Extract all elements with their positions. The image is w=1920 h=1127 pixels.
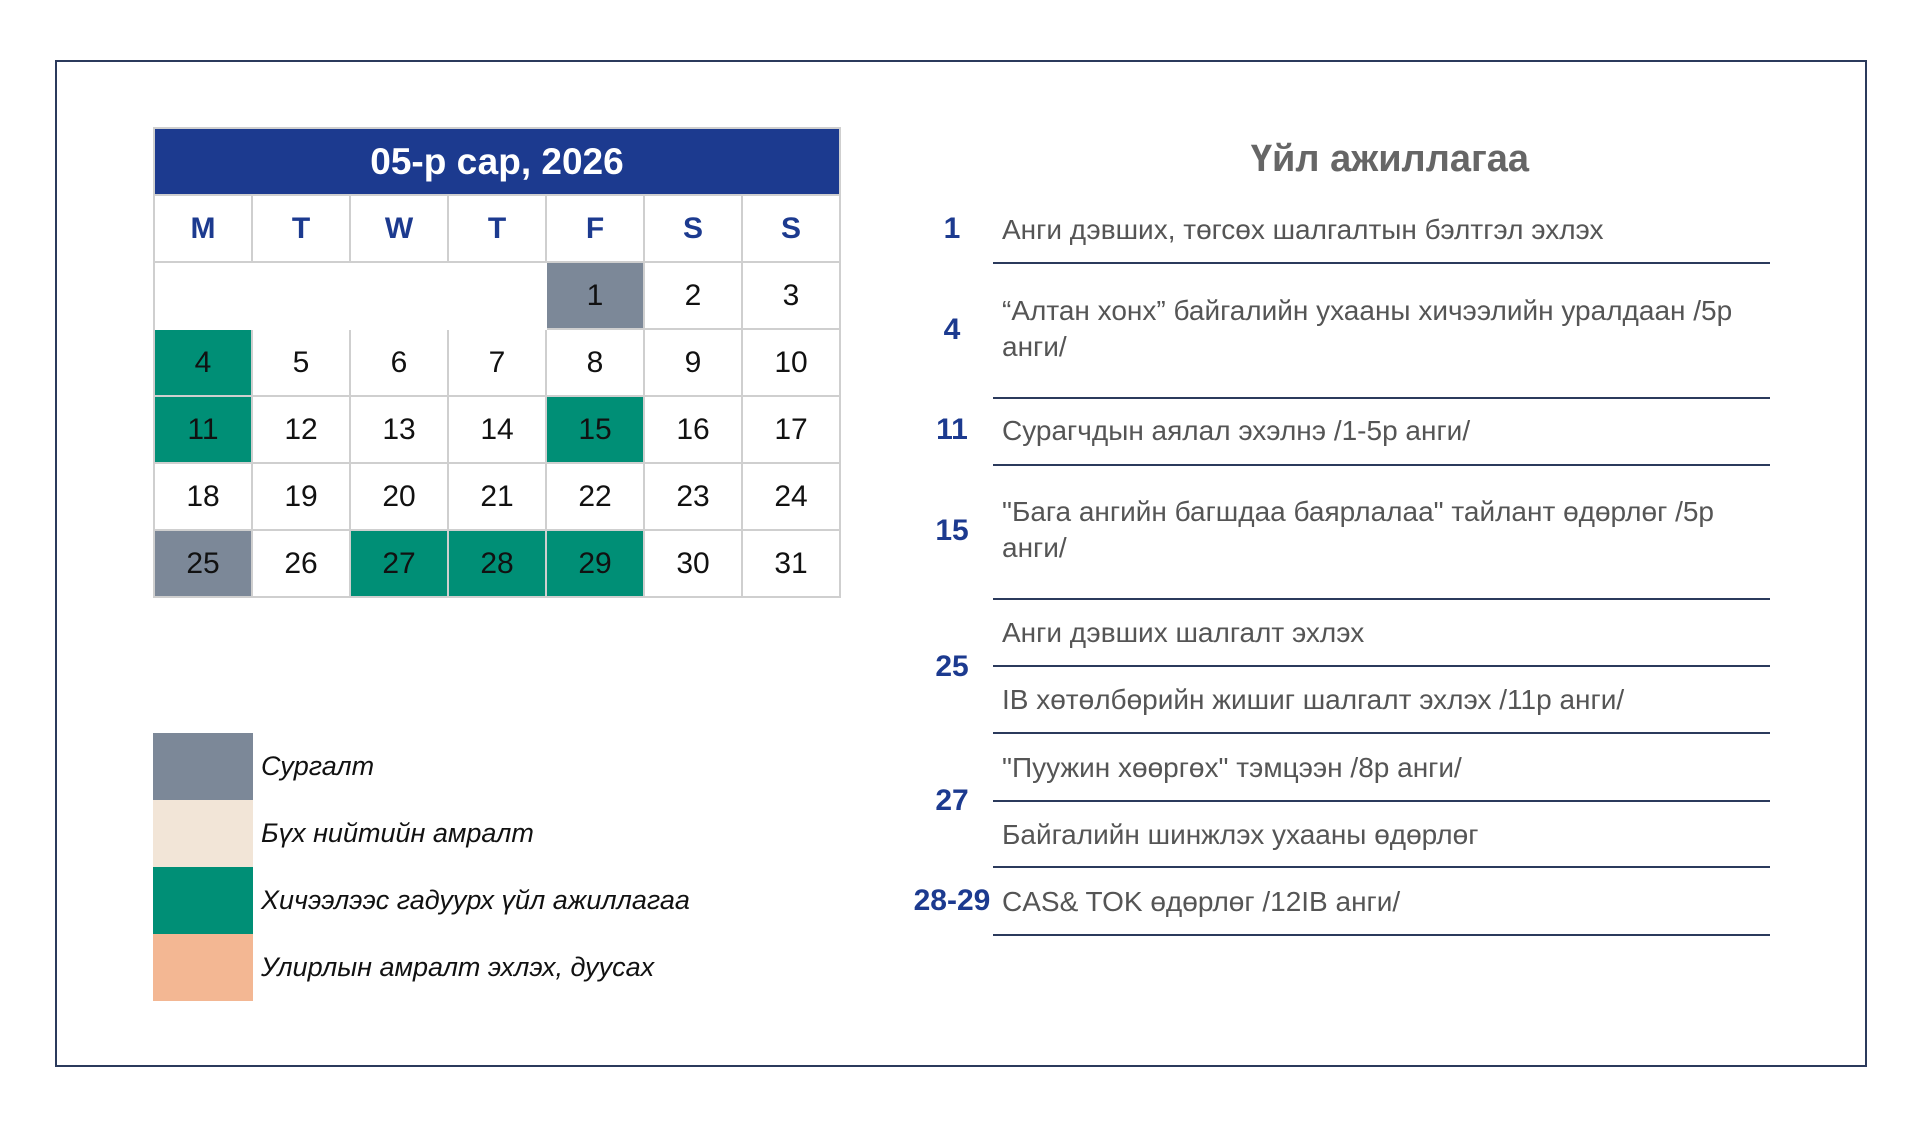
activity-divider (993, 262, 1770, 264)
activity-date: 4 (943, 313, 961, 346)
calendar-day-24: 24 (743, 464, 841, 531)
calendar-day-3: 3 (743, 263, 841, 330)
calendar-day-7: 7 (449, 330, 547, 397)
calendar-day-10: 10 (743, 330, 841, 397)
calendar-day-27: 27 (351, 531, 449, 598)
calendar-day-22: 22 (547, 464, 645, 531)
calendar-day-30: 30 (645, 531, 743, 598)
activity-description: Анги дэвших, төгсөх шалгалтын бэлтгэл эхлэх (1002, 214, 1604, 245)
calendar-day-28: 28 (449, 531, 547, 598)
calendar-day-26: 26 (253, 531, 351, 598)
legend-item (153, 800, 690, 867)
weekday-header: W (351, 196, 449, 263)
activity-date: 25 (935, 650, 969, 683)
calendar-empty-cell (449, 263, 547, 330)
calendar-grid (153, 194, 841, 598)
legend-swatch (153, 800, 253, 867)
weekday-header: T (449, 196, 547, 263)
calendar-day-13: 13 (351, 397, 449, 464)
calendar-day-25: 25 (155, 531, 253, 598)
calendar-empty-cell (253, 263, 351, 330)
calendar-day-17: 17 (743, 397, 841, 464)
activities-title: Үйл ажиллагаа (1250, 138, 1530, 180)
activity-divider (993, 800, 1770, 802)
activity-divider (993, 464, 1770, 466)
legend-label: Хичээлээс гадуурх үйл ажиллагаа (261, 885, 690, 915)
activity-description: CAS& TOK өдөрлөг /12IB анги/ (1002, 886, 1401, 917)
activity-date: 1 (943, 212, 961, 245)
calendar-day-1: 1 (547, 263, 645, 330)
activity-description: IB хөтөлбөрийн жишиг шалгалт эхлэх /11р анги/ (1002, 684, 1625, 715)
activity-divider (993, 934, 1770, 936)
activity-description: Байгалийн шинжлэх ухааны өдөрлөг (1002, 819, 1479, 850)
weekday-header: F (547, 196, 645, 263)
activity-date: 11 (936, 413, 968, 446)
calendar-day-20: 20 (351, 464, 449, 531)
activity-date: 28-29 (913, 884, 991, 917)
activity-date: 15 (935, 514, 969, 547)
legend-label: Сургалт (261, 751, 375, 781)
calendar-day-16: 16 (645, 397, 743, 464)
activity-description: "Пуужин хөөргөх" тэмцээн /8р анги/ (1002, 752, 1462, 783)
legend-swatch (153, 934, 253, 1001)
legend-item (153, 867, 690, 934)
calendar-day-5: 5 (253, 330, 351, 397)
calendar-day-19: 19 (253, 464, 351, 531)
calendar-day-11: 11 (155, 397, 253, 464)
activity-description: Анги дэвших шалгалт эхлэх (1002, 617, 1365, 648)
month-calendar (153, 127, 841, 598)
activity-divider (993, 732, 1770, 734)
weekday-header: S (743, 196, 841, 263)
legend-item (153, 733, 690, 800)
color-legend (153, 733, 690, 1001)
legend-item (153, 934, 690, 1001)
activity-description: Сурагчдын аялал эхэлнэ /1-5р анги/ (1002, 415, 1471, 446)
activity-divider (993, 598, 1770, 600)
activity-date: 27 (935, 784, 969, 817)
calendar-day-15: 15 (547, 397, 645, 464)
weekday-header: T (253, 196, 351, 263)
calendar-empty-cell (351, 263, 449, 330)
weekday-header: S (645, 196, 743, 263)
calendar-empty-cell (155, 263, 253, 330)
calendar-day-4: 4 (155, 330, 253, 397)
calendar-day-9: 9 (645, 330, 743, 397)
calendar-day-14: 14 (449, 397, 547, 464)
legend-swatch (153, 733, 253, 800)
calendar-day-31: 31 (743, 531, 841, 598)
calendar-day-8: 8 (547, 330, 645, 397)
calendar-day-6: 6 (351, 330, 449, 397)
weekday-header: M (155, 196, 253, 263)
calendar-day-18: 18 (155, 464, 253, 531)
activity-description: “Алтан хонх” байгалийн ухааны хичээлийн уралдаан /5р анги/ (1002, 295, 1733, 362)
legend-swatch (153, 867, 253, 934)
calendar-day-23: 23 (645, 464, 743, 531)
calendar-title: 05-р сар, 2026 (153, 127, 841, 194)
calendar-day-29: 29 (547, 531, 645, 598)
legend-label: Бүх нийтийн амралт (261, 818, 534, 848)
calendar-day-21: 21 (449, 464, 547, 531)
activity-divider (993, 866, 1770, 868)
activity-description: "Бага ангийн багшдаа баярлалаа" тайлант өдөрлөг /5р анги/ (1002, 496, 1714, 563)
calendar-day-12: 12 (253, 397, 351, 464)
calendar-day-2: 2 (645, 263, 743, 330)
legend-label: Улирлын амралт эхлэх, дуусах (261, 952, 655, 982)
activity-divider (993, 397, 1770, 399)
activity-divider (993, 665, 1770, 667)
